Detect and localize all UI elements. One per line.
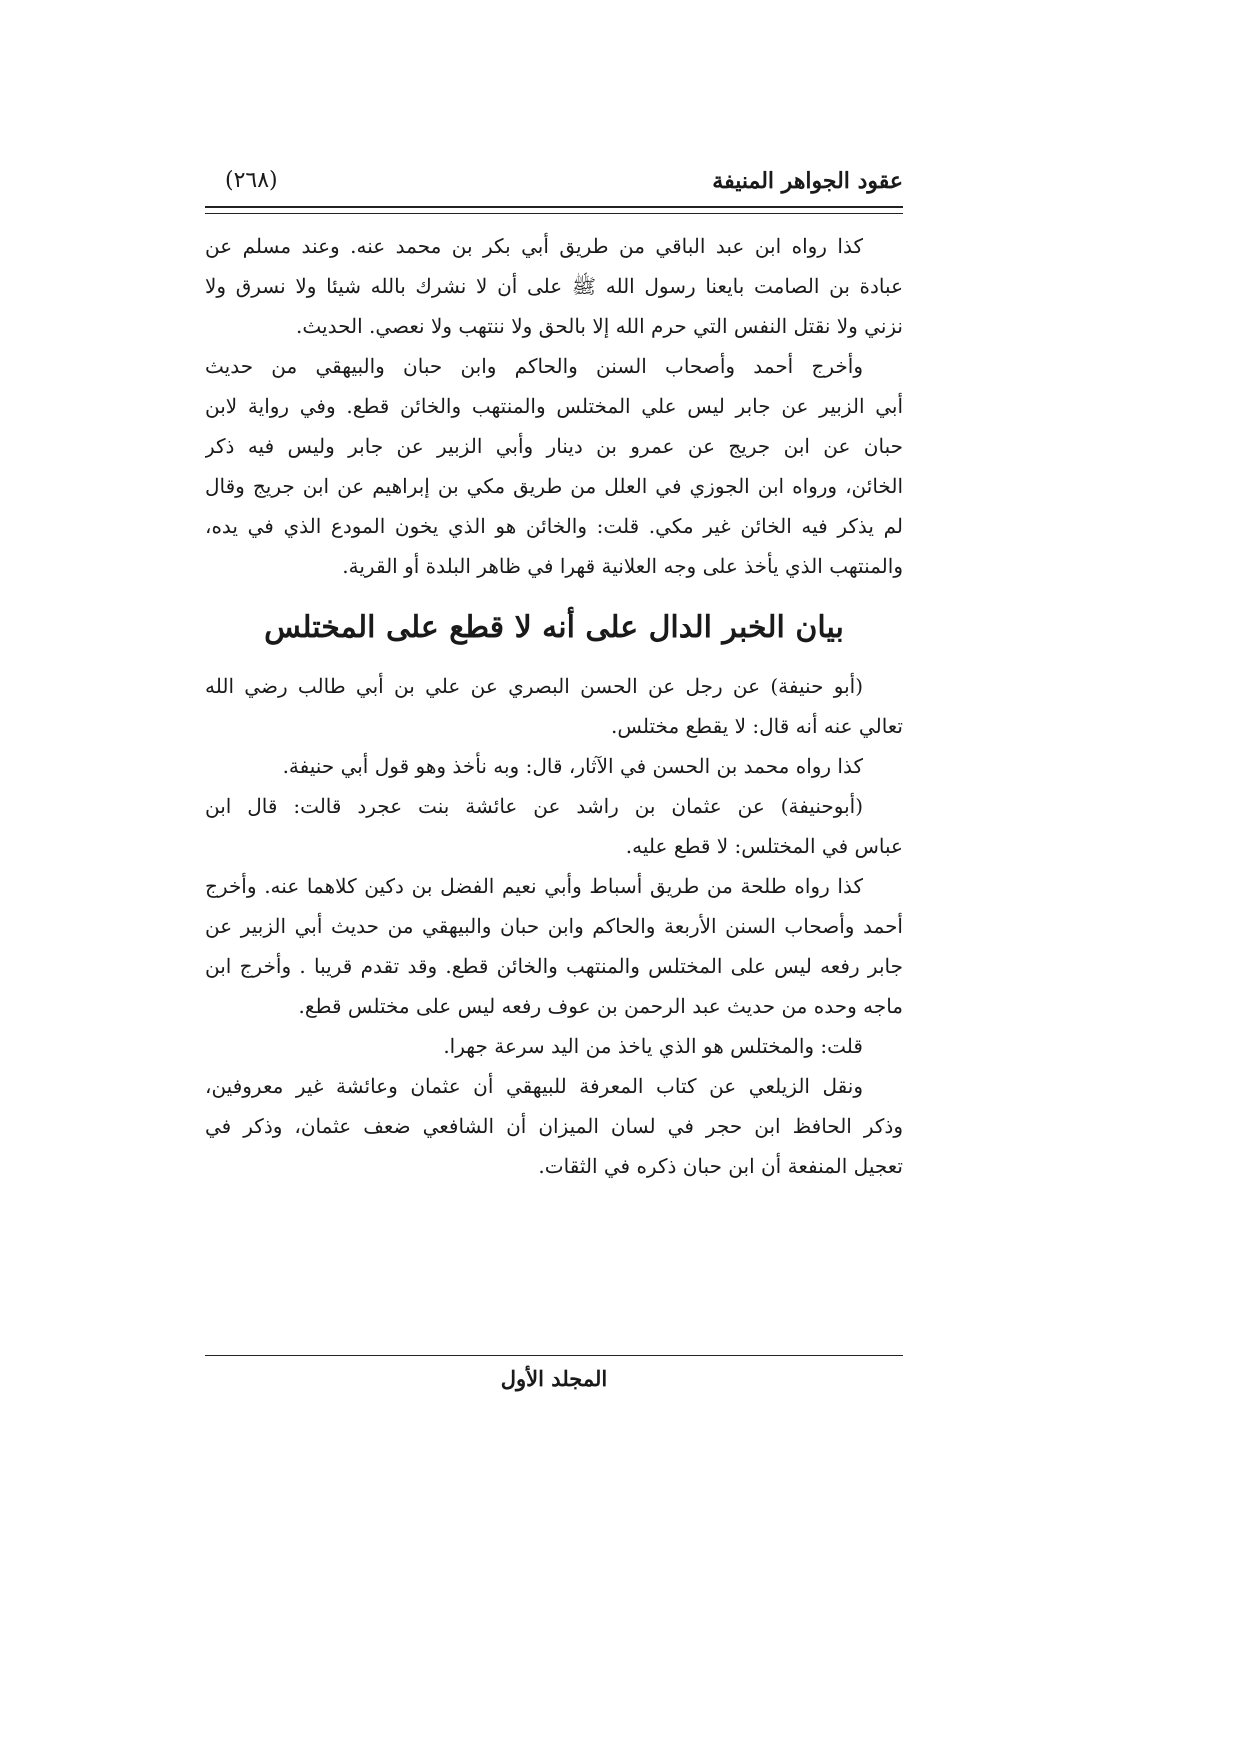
text-line: (أبو حنيفة) عن رجل عن الحسن البصري عن علي بن أبي طالب رضي الله (205, 674, 863, 698)
text-line: جابر رفعه ليس على المختلس والمنتهب والخائن قطع. وقد تقدم قريبا . وأخرج ابن (205, 954, 903, 978)
text-line: (أبوحنيفة) عن عثمان بن راشد عن عائشة بنت عجرد قالت: قال ابن (205, 794, 863, 818)
text-line: قلت: والمختلس هو الذي ياخذ من اليد سرعة جهرا. (443, 1034, 863, 1058)
text-line: لم يذكر فيه الخائن غير مكي. قلت: والخائن هو الذي يخون المودع الذي في يده، (205, 514, 903, 538)
text-line: وأخرج أحمد وأصحاب السنن والحاكم وابن حبان والبيهقي من حديث (205, 354, 863, 378)
running-header (205, 168, 903, 204)
text-line: وذكر الحافظ ابن حجر في لسان الميزان أن الشافعي ضعف عثمان، وذكر في (205, 1114, 903, 1138)
body-text (205, 226, 903, 1186)
text-line: كذا رواه محمد بن الحسن في الآثار، قال: وبه نأخذ وهو قول أبي حنيفة. (282, 754, 863, 778)
header-double-rule (205, 206, 903, 214)
text-line: والمنتهب الذي يأخذ على وجه العلانية قهرا في ظاهر البلدة أو القرية. (342, 554, 903, 578)
footer-rule (205, 1355, 903, 1356)
text-line: كذا رواه ابن عبد الباقي من طريق أبي بكر بن محمد عنه. وعند مسلم عن (205, 234, 863, 258)
text-line: ونقل الزيلعي عن كتاب المعرفة للبيهقي أن عثمان وعائشة غير معروفين، (205, 1074, 863, 1098)
volume-footer: المجلد الأول (500, 1366, 608, 1391)
text-line: أحمد وأصحاب السنن الأربعة والحاكم وابن حبان والبيهقي من حديث أبي الزبير عن (205, 914, 903, 938)
text-line: أبي الزبير عن جابر ليس علي المختلس والمنتهب والخائن قطع. وفي رواية لابن (205, 394, 903, 418)
text-line: عبادة بن الصامت بايعنا رسول الله ﷺ على أن لا نشرك بالله شيئا ولا نسرق ولا (205, 274, 903, 298)
text-line: تعجيل المنفعة أن ابن حبان ذكره في الثقات. (538, 1154, 903, 1178)
text-line: نزني ولا نقتل النفس التي حرم الله إلا بالحق ولا ننتهب ولا نعصي. الحديث. (296, 314, 903, 338)
text-line: ماجه وحده من حديث عبد الرحمن بن عوف رفعه ليس على مختلس قطع. (298, 994, 903, 1018)
page-number: (٢٦٨) (225, 168, 278, 193)
section-heading: بيان الخبر الدال على أنه لا قطع على المختلس (264, 610, 844, 645)
text-line: كذا رواه طلحة من طريق أسباط وأبي نعيم الفضل بن دكين كلاهما عنه. وأخرج (205, 874, 863, 898)
text-line: الخائن، ورواه ابن الجوزي في العلل من طريق مكي بن إبراهيم عن ابن جريج وقال (205, 474, 903, 498)
text-line: حبان عن ابن جريج عن عمرو بن دينار وأبي الزبير عن جابر وليس فيه ذكر (205, 434, 903, 458)
book-title: عقود الجواهر المنيفة (712, 168, 903, 194)
text-line: تعالي عنه أنه قال: لا يقطع مختلس. (611, 714, 903, 738)
text-line: عباس في المختلس: لا قطع عليه. (625, 834, 903, 858)
